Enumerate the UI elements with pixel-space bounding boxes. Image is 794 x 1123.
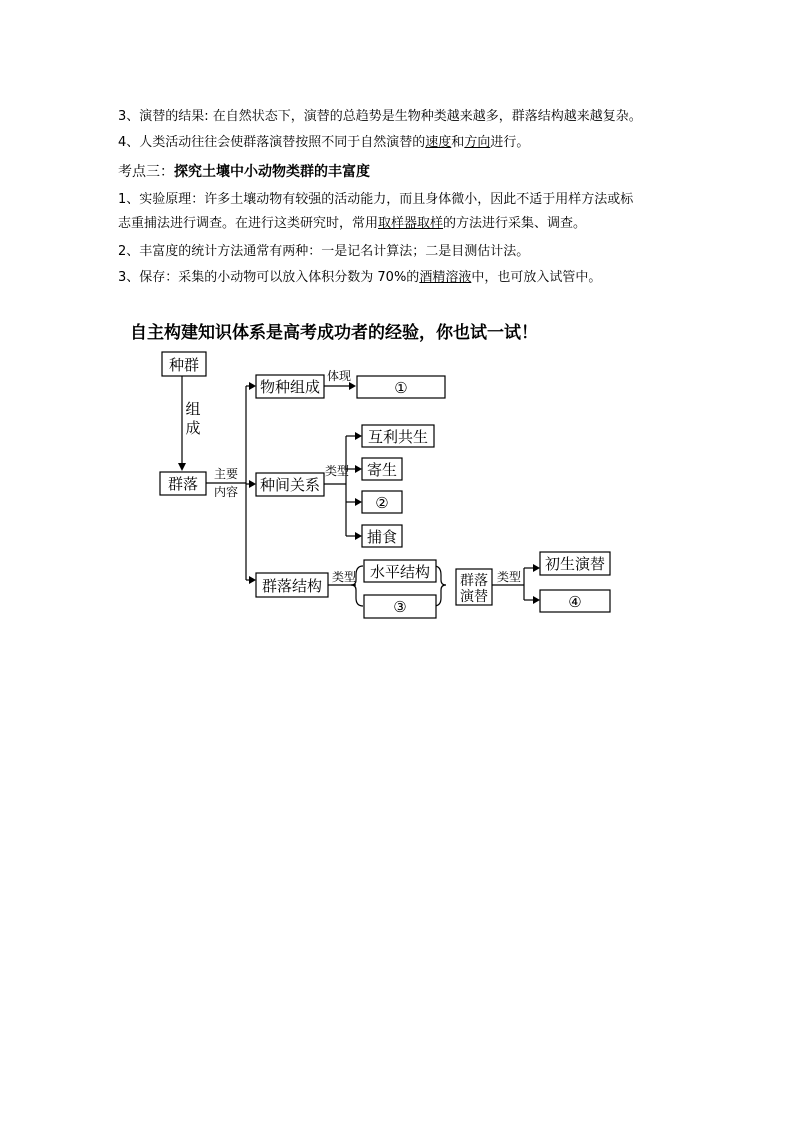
branch-top-head (249, 382, 256, 390)
diagram-title: 自主构建知识体系是高考成功者的经验，你也试一试！ (130, 323, 538, 343)
label-compose-2: 成 (185, 419, 201, 437)
para-human-activity-a: 4、人类活动往往会使群落演替按照不同于自然演替的 (118, 135, 426, 150)
underline-sampler: 取样器取样 (378, 216, 444, 231)
section-heading-prefix: 考点三： (118, 164, 174, 180)
label-community: 群落 (167, 475, 199, 493)
label-type-interspecific: 类型 (324, 464, 350, 478)
branch-blank-2-head (355, 498, 362, 506)
label-predation: 捕食 (366, 528, 398, 546)
underline-speed: 速度 (425, 135, 452, 150)
branch-mutualism-head (355, 432, 362, 440)
branch-primary-head (533, 564, 540, 572)
label-blank-1: ① (394, 379, 408, 397)
branch-blank-4-head (533, 596, 540, 604)
label-embody: 体现 (326, 369, 352, 383)
para-human-activity-b: 和 (451, 135, 465, 150)
para-preservation-b: 中，也可放入试管中。 (471, 270, 602, 285)
label-interspecific: 种间关系 (259, 476, 321, 494)
label-succession-2: 演替 (460, 589, 488, 605)
arrow-compose-head (178, 463, 186, 471)
para-succession-result-text: 3、演替的结果: 在自然状态下，演替的总趋势是生物种类越来越多，群落结构越来越复杂。 (118, 109, 642, 124)
label-primary-succession: 初生演替 (544, 555, 606, 573)
underline-direction: 方向 (464, 135, 491, 150)
label-compose-1: 组 (185, 400, 201, 418)
para-preservation-a: 3、保存：采集的小动物可以放入体积分数为 70%的 (118, 270, 420, 285)
para-principle-line2-a: 志重捕法进行调查。在进行这类研究时，常用 (118, 216, 379, 231)
label-population: 种群 (168, 356, 200, 374)
label-succession-1: 群落 (460, 573, 488, 589)
label-type-succession: 类型 (496, 570, 522, 584)
label-mutualism: 互利共生 (367, 428, 429, 446)
para-human-activity-c: 进行。 (490, 135, 530, 150)
label-species-composition: 物种组成 (259, 378, 321, 396)
arrow-embody-head (349, 382, 356, 390)
branch-predation-head (355, 532, 362, 540)
label-main-2: 内容 (213, 485, 239, 499)
para-principle-line2-b: 的方法进行采集、调查。 (443, 216, 587, 231)
branch-bottom-head (249, 576, 256, 584)
label-blank-4: ④ (568, 593, 582, 611)
label-blank-3: ③ (393, 598, 407, 616)
label-blank-2: ② (375, 494, 389, 512)
label-main-1: 主要 (213, 467, 239, 481)
label-parasitism: 寄生 (366, 461, 398, 479)
branch-parasitism-head (355, 465, 362, 473)
para-counting-methods-text: 2、丰富度的统计方法通常有两种：一是记名计算法；二是目测估计法。 (118, 244, 530, 259)
underline-alcohol: 酒精溶液 (419, 270, 472, 285)
label-community-structure: 群落结构 (261, 577, 323, 595)
section-heading-title: 探究土壤中小动物类群的丰富度 (174, 164, 370, 180)
label-type-structure: 类型 (331, 570, 357, 584)
label-horizontal: 水平结构 (369, 563, 431, 581)
para-principle-line1-text: 1、实验原理：许多土壤动物有较强的活动能力，而且身体微小，因此不适于用样方法或标 (118, 192, 634, 207)
branch-mid-head (249, 480, 256, 488)
